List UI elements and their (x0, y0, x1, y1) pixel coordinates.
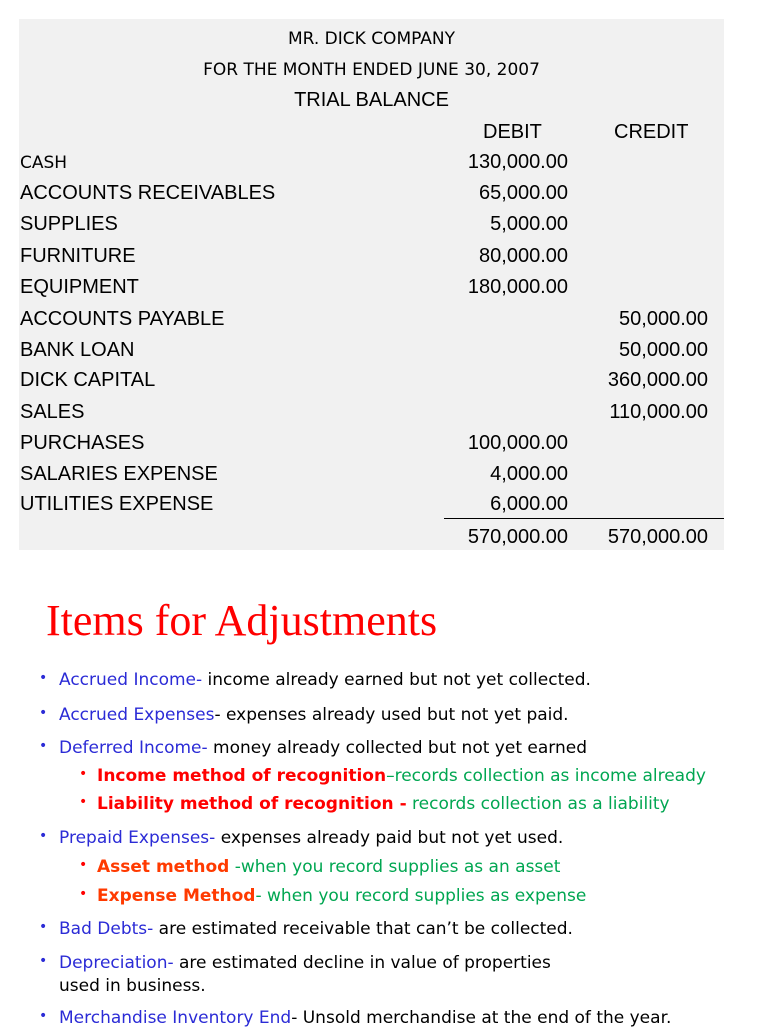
account-name: BANK LOAN (20, 339, 135, 361)
table-row (20, 432, 720, 460)
bullet-icon: • (39, 1008, 48, 1024)
totals-row (20, 526, 720, 554)
item-desc: are estimated receivable that can’t be collected. (153, 919, 573, 939)
adjustments-heading: Items for Adjustments (46, 596, 438, 645)
item-desc: income already earned but not yet collected. (202, 670, 591, 690)
item-desc: –records collection as income already (386, 766, 706, 786)
item-term: Accrued Income- (59, 670, 203, 690)
bullet-icon: • (79, 857, 88, 873)
item-term: Expense Method (97, 886, 256, 906)
bullet-icon: • (39, 705, 48, 721)
debit-header: DEBIT (483, 121, 542, 143)
bullet-icon: • (39, 953, 48, 969)
total-credit: 570,000.00 (607, 526, 708, 548)
credit-value: 50,000.00 (619, 308, 708, 330)
debit-value: 100,000.00 (467, 432, 568, 454)
account-name: ACCOUNTS PAYABLE (20, 308, 225, 330)
table-row (20, 245, 720, 273)
credit-value: 50,000.00 (619, 339, 708, 361)
item-desc: records collection as a liability (406, 794, 670, 814)
item-desc: are estimated decline in value of properties (173, 953, 551, 973)
item-term: Income method of recognition (97, 766, 387, 786)
table-row (20, 308, 720, 336)
item-desc: -when you record supplies as an asset (229, 857, 561, 877)
credit-value: 360,000.00 (607, 369, 708, 391)
item-term: Asset method (97, 857, 230, 877)
bullet-icon: • (39, 828, 48, 844)
company-name: MR. DICK COMPANY (287, 29, 456, 49)
table-row (20, 339, 720, 367)
period-line: FOR THE MONTH ENDED JUNE 30, 2007 (203, 60, 540, 80)
item-desc: - expenses already used but not yet paid. (214, 705, 569, 725)
account-name: SALARIES EXPENSE (20, 463, 218, 485)
item-desc: - when you record supplies as expense (255, 886, 587, 906)
debit-value: 80,000.00 (479, 245, 568, 267)
debit-value: 65,000.00 (479, 182, 568, 204)
item-term: Merchandise Inventory End (59, 1008, 292, 1028)
table-row (20, 493, 720, 521)
credit-header: CREDIT (614, 121, 689, 143)
item-term: Liability method of recognition - (97, 794, 407, 814)
account-name: EQUIPMENT (20, 276, 139, 298)
account-name: PURCHASES (20, 432, 145, 454)
debit-value: 130,000.00 (467, 151, 568, 173)
account-name: SUPPLIES (20, 213, 118, 235)
item-term: Deferred Income- (59, 738, 208, 758)
account-name: DICK CAPITAL (20, 369, 156, 391)
account-name: UTILITIES EXPENSE (20, 493, 214, 515)
table-row (20, 369, 720, 397)
item-desc: expenses already paid but not yet used. (215, 828, 564, 848)
bullet-icon: • (79, 794, 88, 810)
table-row (20, 151, 720, 179)
table-row (20, 276, 720, 304)
item-term: Accrued Expenses (59, 705, 215, 725)
debit-value: 4,000.00 (490, 463, 568, 485)
bullet-icon: • (79, 766, 88, 782)
item-desc-continuation: used in business. (59, 976, 206, 996)
debit-value: 6,000.00 (490, 493, 568, 515)
item-desc: money already collected but not yet earned (207, 738, 587, 758)
table-row (20, 213, 720, 241)
debit-value: 180,000.00 (467, 276, 568, 298)
item-term: Bad Debts- (59, 919, 154, 939)
account-name: FURNITURE (20, 245, 136, 267)
item-term: Depreciation- (59, 953, 174, 973)
table-row (20, 463, 720, 491)
account-name: SALES (20, 401, 85, 423)
account-name: ACCOUNTS RECEIVABLES (20, 182, 276, 204)
trial-balance-title: TRIAL BALANCE (294, 89, 449, 111)
credit-value: 110,000.00 (609, 401, 708, 423)
item-desc: - Unsold merchandise at the end of the year. (291, 1008, 672, 1028)
account-name: CASH (20, 153, 68, 173)
total-underline (444, 518, 724, 519)
item-term: Prepaid Expenses- (59, 828, 216, 848)
bullet-icon: • (39, 670, 48, 686)
bullet-icon: • (39, 919, 48, 935)
bullet-icon: • (79, 886, 88, 902)
table-row (20, 401, 720, 429)
total-debit: 570,000.00 (467, 526, 568, 548)
bullet-icon: • (39, 738, 48, 754)
debit-value: 5,000.00 (490, 213, 568, 235)
table-row (20, 182, 720, 210)
